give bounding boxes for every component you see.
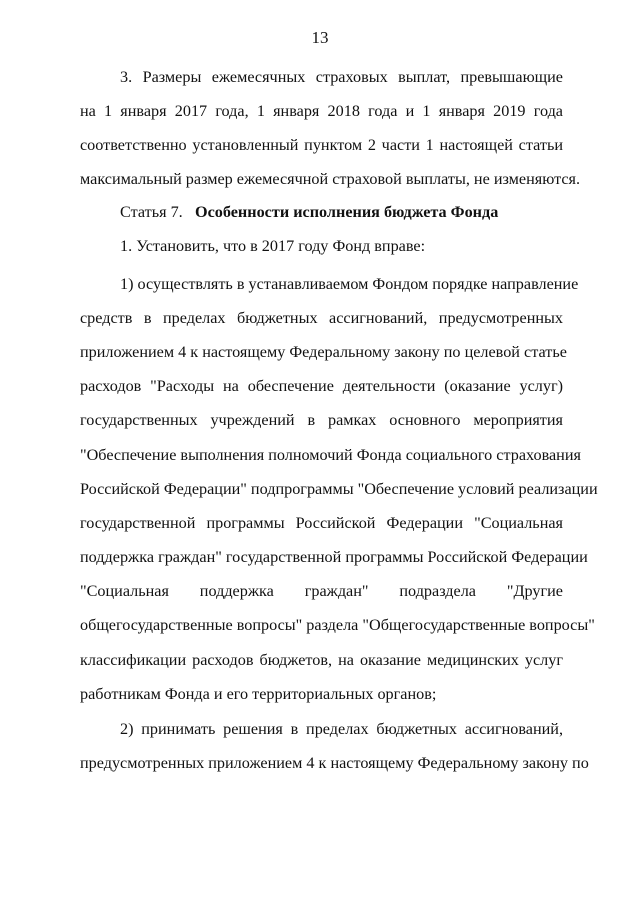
paragraph-line: расходов "Расходы на обеспечение деятельности (оказание услуг) — [80, 377, 563, 395]
paragraph-line: 1) осуществлять в устанавливаемом Фондом порядке направление — [120, 275, 579, 293]
paragraph-line: Российской Федерации" подпрограммы "Обеспечение условий реализации — [80, 480, 598, 498]
paragraph-line: государственной программы Российской Федерации "Социальная — [80, 514, 563, 532]
paragraph-line: на 1 января 2017 года, 1 января 2018 года и 1 января 2019 года — [80, 102, 563, 120]
paragraph-line: 1. Установить, что в 2017 году Фонд вправе: — [120, 237, 426, 255]
paragraph-line: максимальный размер ежемесячной страховой выплаты, не изменяются. — [80, 170, 581, 188]
article-heading — [120, 202, 498, 222]
paragraph-line: приложением 4 к настоящему Федеральному закону по целевой статье — [80, 343, 567, 361]
paragraph-line: предусмотренных приложением 4 к настоящему Федеральному закону по — [80, 754, 589, 772]
article-title: Особенности исполнения бюджета Фонда — [195, 203, 499, 221]
paragraph-line: "Обеспечение выполнения полномочий Фонда социального страхования — [80, 446, 581, 464]
paragraph-line: классификации расходов бюджетов, на оказание медицинских услуг — [80, 651, 563, 669]
paragraph-line: "Социальная поддержка граждан" подраздела "Другие — [80, 582, 563, 600]
paragraph-line: средств в пределах бюджетных ассигнований, предусмотренных — [80, 309, 563, 327]
paragraph-line: общегосударственные вопросы" раздела "Общегосударственные вопросы" — [80, 616, 595, 634]
paragraph-line: соответственно установленный пунктом 2 части 1 настоящей статьи — [80, 136, 563, 154]
paragraph-line: работникам Фонда и его территориальных органов; — [80, 685, 437, 703]
paragraph-line: 2) принимать решения в пределах бюджетных ассигнований, — [120, 720, 563, 738]
page-number: 13 — [311, 28, 329, 47]
paragraph-line: поддержка граждан" государственной программы Российской Федерации — [80, 548, 588, 566]
paragraph-line: 3. Размеры ежемесячных страховых выплат, превышающие — [120, 68, 563, 86]
paragraph-line: государственных учреждений в рамках основного мероприятия — [80, 411, 563, 429]
article-label: Статья 7. — [120, 203, 183, 221]
